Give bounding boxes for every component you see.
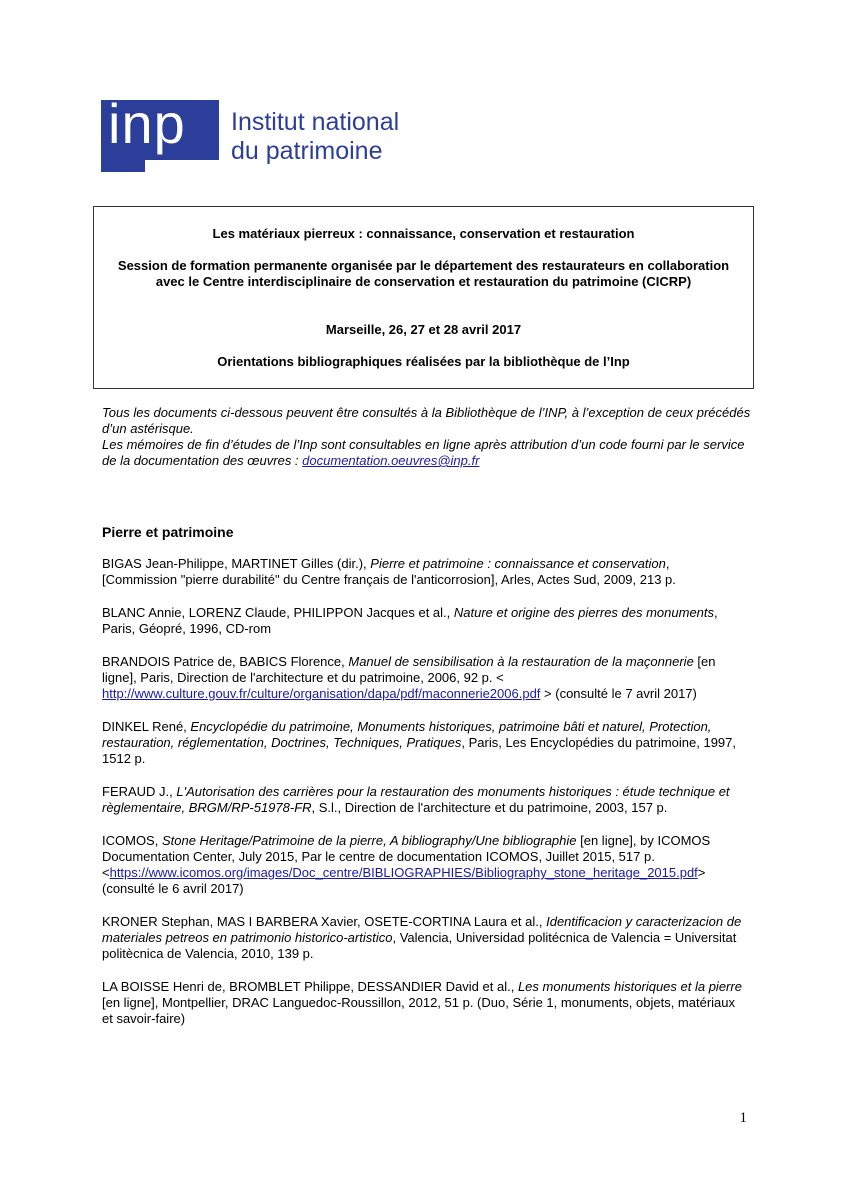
ref-details: , S.l., Direction de l'architecture et du patrimoine, 2003, 157 p. [311,800,668,815]
ref-authors: ICOMOS, [102,833,162,848]
reference-item [102,914,745,962]
ref-title: Stone Heritage/Patrimoine de la pierre, A bibliography/Une bibliographie [161,833,577,848]
ref-title: Encyclopédie du patrimoine, Monuments historiques, patrimoine bâti et naturel, Protection, restauration, réglementation, Doctrines, Techniques, Pratiques [102,719,712,750]
intro-line-1: Tous les documents ci-dessous peuvent être consultés à la Bibliothèque de l’INP, à l’exception de ceux précédés d’un astérisque. [102,405,751,436]
ref-details: , Paris, Géopré, 1996, CD-rom [102,605,718,636]
reference-item [102,605,745,637]
ref-title: Nature et origine des pierres des monuments [453,605,715,620]
intro-note [102,405,752,469]
page-number: 1 [739,1110,747,1126]
intro-line-2-text: Les mémoires de fin d’études de l’Inp sont consultables en ligne après attribution d’un code fourni par le service de la documentation des œuvres : [102,437,745,468]
reference-item [102,833,745,897]
ref-url-link[interactable]: https://www.icomos.org/images/Doc_centre/BIBLIOGRAPHIES/Bibliography_stone_heritage_2015.pdf [109,865,698,880]
reference-list [102,556,745,1044]
header-box [93,206,754,389]
ref-details: , Paris, Les Encyclopédies du patrimoine, 1997, 1512 p. [102,735,736,766]
document-title: Les matériaux pierreux : connaissance, conservation et restauration [212,226,635,241]
session-dates: Marseille, 26, 27 et 28 avril 2017 [325,322,522,337]
bibliography-credit: Orientations bibliographiques réalisées par la bibliothèque de l’Inp [217,354,630,369]
ref-url-link[interactable]: http://www.culture.gouv.fr/culture/organisation/dapa/pdf/maconnerie2006.pdf [102,686,541,701]
ref-details: [en ligne], by ICOMOS Documentation Center, July 2015, Par le centre de documentation ICOMOS, Juillet 2015, 517 p. < [102,833,711,880]
institution-name [231,108,399,166]
reference-item [102,556,745,588]
reference-item [102,784,745,816]
ref-details: , [Commission "pierre durabilité" du Centre français de l'anticorrosion], Arles, Actes Sud, 2009, 213 p. [102,556,676,587]
ref-authors: KRONER Stephan, MAS I BARBERA Xavier, OSETE-CORTINA Laura et al., [102,914,547,929]
ref-title: L'Autorisation des carrières pour la restauration des monuments historiques : étude technique et règlementaire, BRGM/RP-51978-FR [102,784,730,815]
ref-authors: LA BOISSE Henri de, BROMBLET Philippe, DESSANDIER David et al., [102,979,518,994]
ref-details: [en ligne], Montpellier, DRAC Languedoc-Roussillon, 2012, 51 p. (Duo, Série 1, monuments, objets, matériaux et savoir-faire) [102,995,736,1026]
inp-logo [101,92,400,172]
institution-name-line1: Institut national [231,108,400,136]
ref-title: Manuel de sensibilisation à la restauration de la maçonnerie [348,654,694,669]
email-link[interactable]: documentation.oeuvres@inp.fr [302,453,480,468]
ref-details: , Valencia, Universidad politécnica de Valencia = Universitat politècnica de Valencia, 2010, 139 p. [102,930,737,961]
reference-item [102,719,745,767]
ref-authors: FERAUD J., [102,784,177,799]
session-description: Session de formation permanente organisée par le département des restaurateurs en collaboration avec le Centre interdisciplinaire de conservation et restauration du patrimoine (CICRP) [117,258,730,289]
ref-title: Pierre et patrimoine : connaissance et conservation [370,556,666,571]
intro-line-2 [102,437,752,469]
ref-consulted: >(consulté le 6 avril 2017) [102,865,706,896]
inp-logo-letters: inp [108,92,186,155]
ref-authors: DINKEL René, [102,719,191,734]
ref-authors: BRANDOIS Patrice de, BABICS Florence, [102,654,349,669]
ref-title: Les monuments historiques et la pierre [517,979,742,994]
ref-consulted: > (consulté le 7 avril 2017) [540,686,697,701]
reference-item [102,654,745,702]
ref-title: Identificacion y caracterizacion de materiales petreos en patrimonio historico-artistico [102,914,742,945]
ref-authors: BLANC Annie, LORENZ Claude, PHILIPPON Jacques et al., [102,605,454,620]
ref-details: [en ligne], Paris, Direction de l'architecture et du patrimoine, 2006, 92 p. < [102,654,716,685]
ref-authors: BIGAS Jean-Philippe, MARTINET Gilles (dir.), [102,556,371,571]
section-title: Pierre et patrimoine [102,524,234,540]
reference-item [102,979,745,1027]
inp-logo-mark [101,92,219,172]
institution-name-line2: du patrimoine [231,137,383,165]
